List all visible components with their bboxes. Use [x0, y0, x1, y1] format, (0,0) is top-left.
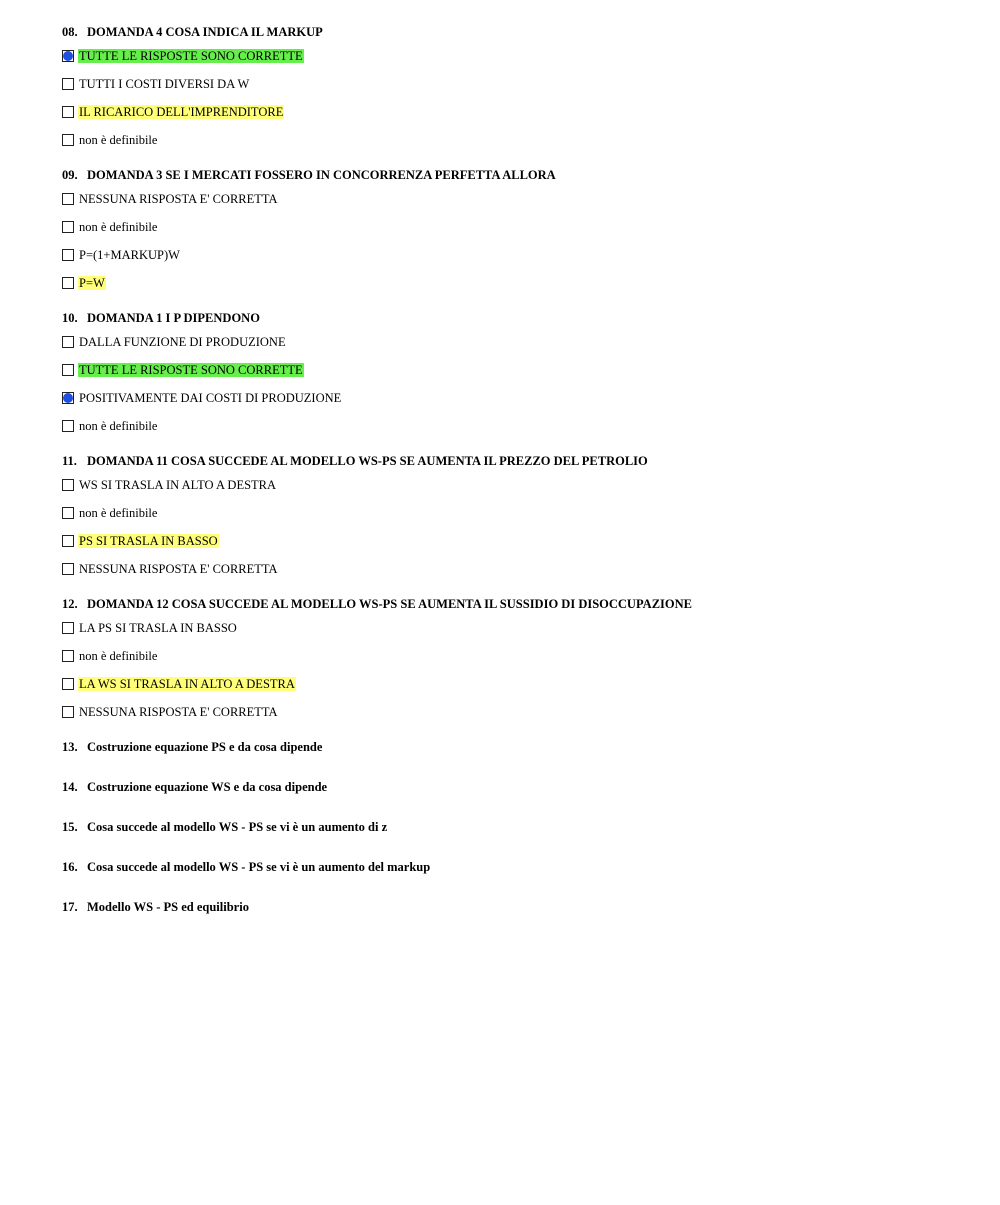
answer-checkbox[interactable]: [62, 336, 74, 348]
question-text: DOMANDA 11 COSA SUCCEDE AL MODELLO WS-PS SE AUMENTA IL PREZZO DEL PETROLIO: [87, 454, 648, 468]
open-question: [62, 779, 962, 795]
answer-text: PS SI TRASLA IN BASSO: [79, 534, 218, 548]
answer-checkbox[interactable]: [62, 507, 74, 519]
question-heading: [62, 24, 962, 40]
open-question: [62, 859, 962, 875]
question-block: [62, 310, 962, 440]
answer-option[interactable]: [62, 213, 962, 241]
answer-checkbox[interactable]: [62, 622, 74, 634]
answer-checkbox[interactable]: [62, 221, 74, 233]
open-question: [62, 819, 962, 835]
answer-checkbox[interactable]: [62, 420, 74, 432]
answer-checkbox[interactable]: [62, 193, 74, 205]
answer-option[interactable]: [62, 698, 962, 726]
answer-text: NESSUNA RISPOSTA E' CORRETTA: [79, 562, 278, 576]
answer-option[interactable]: [62, 384, 962, 412]
answer-checkbox[interactable]: [62, 364, 74, 376]
answer-checkbox-selected[interactable]: [62, 392, 74, 404]
answer-option[interactable]: [62, 471, 962, 499]
question-number: 11.: [62, 454, 77, 468]
answer-options: [62, 185, 962, 297]
answer-option[interactable]: [62, 642, 962, 670]
question-block: [62, 24, 962, 154]
answer-text: non è definibile: [79, 649, 158, 663]
question-number: 10.: [62, 311, 78, 325]
question-text: DOMANDA 4 COSA INDICA IL MARKUP: [87, 25, 323, 39]
answer-option[interactable]: [62, 356, 962, 384]
answer-text: WS SI TRASLA IN ALTO A DESTRA: [79, 478, 277, 492]
answer-option[interactable]: [62, 527, 962, 555]
answer-option[interactable]: [62, 614, 962, 642]
question-text: DOMANDA 12 COSA SUCCEDE AL MODELLO WS-PS SE AUMENTA IL SUSSIDIO DI DISOCCUPAZIONE: [87, 597, 692, 611]
answer-text: TUTTI I COSTI DIVERSI DA W: [79, 77, 250, 91]
answer-checkbox[interactable]: [62, 249, 74, 261]
answer-text: LA WS SI TRASLA IN ALTO A DESTRA: [79, 677, 295, 691]
question-heading: [62, 310, 962, 326]
answer-text: P=W: [79, 276, 105, 290]
answer-option[interactable]: [62, 328, 962, 356]
question-block: [62, 453, 962, 583]
answer-option[interactable]: [62, 412, 962, 440]
answer-checkbox[interactable]: [62, 134, 74, 146]
answer-text: DALLA FUNZIONE DI PRODUZIONE: [79, 335, 286, 349]
open-question: [62, 899, 962, 915]
question-text: DOMANDA 1 I P DIPENDONO: [87, 311, 260, 325]
open-question: [62, 739, 962, 755]
answer-option[interactable]: [62, 126, 962, 154]
answer-text: LA PS SI TRASLA IN BASSO: [79, 621, 237, 635]
answer-text: non è definibile: [79, 220, 158, 234]
question-block: [62, 596, 962, 726]
answer-option[interactable]: [62, 70, 962, 98]
question-number: 12.: [62, 597, 78, 611]
question-text: Modello WS - PS ed equilibrio: [87, 900, 249, 914]
answer-text: NESSUNA RISPOSTA E' CORRETTA: [79, 705, 278, 719]
question-number: 09.: [62, 168, 78, 182]
question-number: 14.: [62, 780, 78, 794]
answer-text: non è definibile: [79, 506, 158, 520]
answer-text: P=(1+MARKUP)W: [79, 248, 180, 262]
answer-option[interactable]: [62, 269, 962, 297]
answer-option[interactable]: [62, 185, 962, 213]
answer-option[interactable]: [62, 98, 962, 126]
answer-checkbox[interactable]: [62, 277, 74, 289]
answer-checkbox[interactable]: [62, 563, 74, 575]
question-number: 08.: [62, 25, 78, 39]
question-heading: [62, 453, 962, 469]
answer-checkbox[interactable]: [62, 650, 74, 662]
question-text: Costruzione equazione PS e da cosa dipende: [87, 740, 323, 754]
answer-option[interactable]: [62, 499, 962, 527]
answer-checkbox[interactable]: [62, 78, 74, 90]
question-block: [62, 167, 962, 297]
answer-checkbox[interactable]: [62, 535, 74, 547]
answer-option[interactable]: [62, 555, 962, 583]
answer-text: NESSUNA RISPOSTA E' CORRETTA: [79, 192, 278, 206]
answer-text: POSITIVAMENTE DAI COSTI DI PRODUZIONE: [79, 391, 342, 405]
question-text: Costruzione equazione WS e da cosa dipende: [87, 780, 328, 794]
question-text: Cosa succede al modello WS - PS se vi è un aumento del markup: [87, 860, 431, 874]
answer-option[interactable]: [62, 42, 962, 70]
question-text: Cosa succede al modello WS - PS se vi è un aumento di z: [87, 820, 388, 834]
answer-text: non è definibile: [79, 133, 158, 147]
question-number: 17.: [62, 900, 78, 914]
question-heading: [62, 167, 962, 183]
answer-text: non è definibile: [79, 419, 158, 433]
question-number: 13.: [62, 740, 78, 754]
answer-checkbox[interactable]: [62, 479, 74, 491]
answer-checkbox[interactable]: [62, 706, 74, 718]
question-number: 16.: [62, 860, 78, 874]
answer-checkbox-selected[interactable]: [62, 50, 74, 62]
question-heading: [62, 596, 962, 612]
document-body: [62, 24, 962, 939]
question-text: DOMANDA 3 SE I MERCATI FOSSERO IN CONCORRENZA PERFETTA ALLORA: [87, 168, 556, 182]
answer-checkbox[interactable]: [62, 678, 74, 690]
answer-options: [62, 42, 962, 154]
answer-options: [62, 328, 962, 440]
answer-checkbox[interactable]: [62, 106, 74, 118]
answer-text: TUTTE LE RISPOSTE SONO CORRETTE: [79, 49, 303, 63]
answer-text: IL RICARICO DELL'IMPRENDITORE: [79, 105, 284, 119]
answer-options: [62, 614, 962, 726]
question-number: 15.: [62, 820, 78, 834]
answer-option[interactable]: [62, 670, 962, 698]
answer-text: TUTTE LE RISPOSTE SONO CORRETTE: [79, 363, 303, 377]
answer-option[interactable]: [62, 241, 962, 269]
answer-options: [62, 471, 962, 583]
